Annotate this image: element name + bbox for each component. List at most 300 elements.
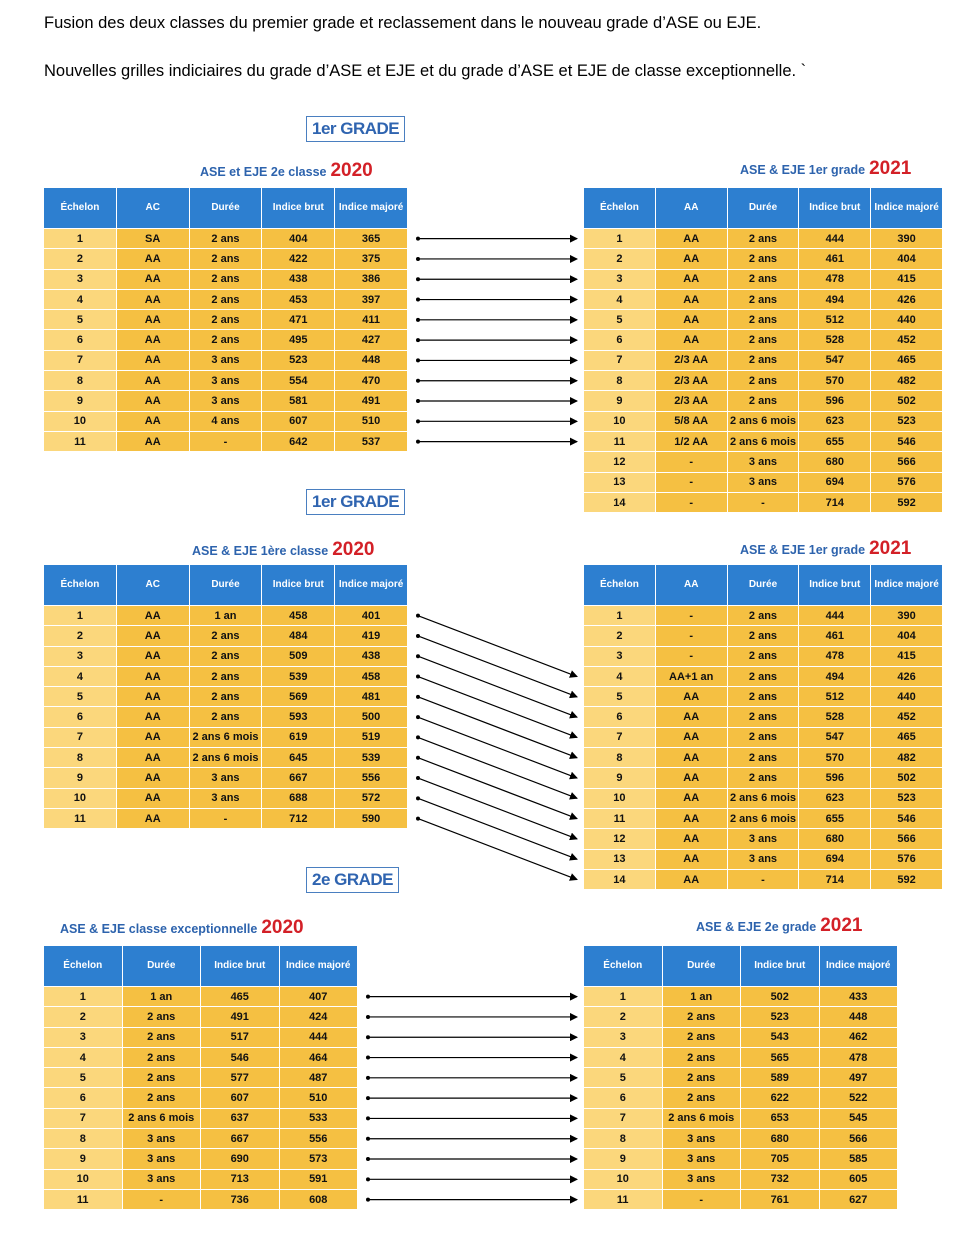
- table-cell: 415: [871, 269, 943, 289]
- table-cell: 570: [799, 748, 871, 768]
- table-cell: 539: [262, 666, 335, 686]
- table-cell: AA: [655, 687, 727, 707]
- column-header: Indice majoré: [279, 946, 358, 987]
- table-cell: -: [655, 492, 727, 512]
- echelon-cell: 8: [44, 748, 117, 768]
- table-cell: 401: [335, 606, 408, 626]
- table-cell: 419: [335, 626, 408, 646]
- table-cell: 2 ans: [122, 1047, 201, 1067]
- arrow-origin-dot: [416, 715, 420, 719]
- table-cell: 2 ans: [122, 1027, 201, 1047]
- table-cell: 3 ans: [662, 1149, 741, 1169]
- echelon-cell: 3: [44, 1027, 123, 1047]
- echelon-cell: 4: [584, 666, 656, 686]
- table-cell: 3 ans: [662, 1169, 741, 1189]
- echelon-cell: 6: [584, 330, 656, 350]
- echelon-cell: 8: [584, 1129, 663, 1149]
- table-cell: 484: [262, 626, 335, 646]
- column-header: Échelon: [44, 188, 117, 229]
- table-cell: 680: [799, 452, 871, 472]
- echelon-cell: 7: [584, 727, 656, 747]
- echelon-cell: 14: [584, 869, 656, 889]
- echelon-cell: 1: [44, 987, 123, 1007]
- table-cell: AA: [655, 829, 727, 849]
- table-cell: 470: [335, 371, 408, 391]
- table-cell: 607: [262, 411, 335, 431]
- table-cell: 510: [335, 411, 408, 431]
- table-cell: AA: [116, 371, 189, 391]
- table-cell: 3 ans: [189, 788, 262, 808]
- echelon-cell: 5: [44, 687, 117, 707]
- table-cell: 546: [871, 431, 943, 451]
- column-header: Échelon: [44, 946, 123, 987]
- table-cell: 523: [871, 411, 943, 431]
- table-cell: 482: [871, 748, 943, 768]
- table-cell: 478: [799, 646, 871, 666]
- table-cell: 2 ans: [727, 371, 799, 391]
- table-cell: 438: [335, 646, 408, 666]
- arrow-origin-dot: [416, 379, 420, 383]
- table-title-2-left: ASE & EJE 1ère classe 2020: [192, 539, 375, 560]
- table-cell: 637: [201, 1108, 280, 1128]
- grade-badge-2: 1er GRADE: [306, 489, 405, 515]
- echelon-cell: 9: [584, 1149, 663, 1169]
- mapping-arrow: [418, 819, 577, 880]
- echelon-cell: 13: [584, 849, 656, 869]
- table-cell: 5/8 AA: [655, 411, 727, 431]
- table-cell: 680: [799, 829, 871, 849]
- table-cell: 2/3 AA: [655, 371, 727, 391]
- echelon-cell: 12: [584, 829, 656, 849]
- table-cell: AA: [116, 310, 189, 330]
- table-cell: AA: [116, 249, 189, 269]
- echelon-cell: 9: [44, 391, 117, 411]
- table-cell: 440: [871, 687, 943, 707]
- table-title-3-left: ASE & EJE classe exceptionnelle 2020: [60, 917, 304, 938]
- echelon-cell: 6: [584, 707, 656, 727]
- table-cell: 452: [871, 330, 943, 350]
- echelon-cell: 5: [44, 1068, 123, 1088]
- table-cell: 653: [741, 1108, 820, 1128]
- table-cell: 2 ans: [727, 606, 799, 626]
- echelon-cell: 6: [44, 330, 117, 350]
- table-cell: 2 ans: [662, 1088, 741, 1108]
- table-cell: 2 ans: [189, 646, 262, 666]
- echelon-cell: 10: [584, 788, 656, 808]
- table-cell: 694: [799, 472, 871, 492]
- table-cell: 761: [741, 1189, 820, 1209]
- table-cell: 461: [799, 626, 871, 646]
- table-cell: 438: [262, 269, 335, 289]
- table-cell: -: [655, 646, 727, 666]
- table-cell: 444: [799, 229, 871, 249]
- table-cell: 2 ans: [727, 269, 799, 289]
- table-cell: 596: [799, 391, 871, 411]
- echelon-cell: 2: [584, 626, 656, 646]
- intro-line-1: Fusion des deux classes du premier grade et reclassement dans le nouveau grade d’ASE ou EJE.: [44, 14, 762, 32]
- table-cell: AA: [116, 768, 189, 788]
- table-cell: 464: [279, 1047, 358, 1067]
- table-cell: 424: [279, 1007, 358, 1027]
- table-cell: AA: [116, 707, 189, 727]
- table-cell: 2 ans: [727, 310, 799, 330]
- arrow-origin-dot: [416, 419, 420, 423]
- table-cell: 523: [871, 788, 943, 808]
- table-cell: 502: [871, 768, 943, 788]
- mapping-arrow: [418, 616, 577, 677]
- table-cell: 573: [279, 1149, 358, 1169]
- arrow-origin-dot: [416, 298, 420, 302]
- echelon-cell: 10: [44, 411, 117, 431]
- table-cell: 452: [871, 707, 943, 727]
- echelon-cell: 14: [584, 492, 656, 512]
- table-cell: AA: [655, 748, 727, 768]
- table-cell: AA: [655, 849, 727, 869]
- table-cell: -: [727, 869, 799, 889]
- echelon-cell: 4: [44, 666, 117, 686]
- arrow-origin-dot: [366, 1076, 370, 1080]
- column-header: AC: [116, 188, 189, 229]
- table-cell: 440: [871, 310, 943, 330]
- table-cell: AA: [116, 687, 189, 707]
- arrow-origin-dot: [416, 756, 420, 760]
- echelon-cell: 5: [584, 687, 656, 707]
- echelon-cell: 8: [44, 371, 117, 391]
- table-cell: 512: [799, 310, 871, 330]
- echelon-cell: 1: [584, 987, 663, 1007]
- table-cell: 3 ans: [122, 1149, 201, 1169]
- table-cell: 712: [262, 808, 335, 828]
- table-cell: 2 ans 6 mois: [727, 808, 799, 828]
- table-cell: 556: [335, 768, 408, 788]
- table-cell: 572: [335, 788, 408, 808]
- column-header: Durée: [662, 946, 741, 987]
- table-cell: 502: [871, 391, 943, 411]
- table-cell: 433: [819, 987, 898, 1007]
- table-cell: 487: [279, 1068, 358, 1088]
- table-cell: 592: [871, 869, 943, 889]
- table-cell: 390: [871, 229, 943, 249]
- echelon-cell: 2: [44, 249, 117, 269]
- echelon-cell: 4: [584, 289, 656, 309]
- table-cell: 3 ans: [727, 472, 799, 492]
- echelon-cell: 10: [44, 788, 117, 808]
- column-header: Indice majoré: [871, 565, 943, 606]
- table-cell: AA: [655, 249, 727, 269]
- table-cell: 495: [262, 330, 335, 350]
- table-cell: AA: [116, 269, 189, 289]
- intro-line-2: Nouvelles grilles indiciaires du grade d’ASE et EJE et du grade d’ASE et EJE de classe exceptionnelle. `: [44, 62, 807, 80]
- echelon-cell: 5: [584, 310, 656, 330]
- arrow-origin-dot: [416, 358, 420, 362]
- echelon-cell: 3: [584, 646, 656, 666]
- table-cell: 478: [799, 269, 871, 289]
- arrow-origin-dot: [366, 1137, 370, 1141]
- echelon-cell: 5: [44, 310, 117, 330]
- table-cell: 570: [799, 371, 871, 391]
- table-cell: AA: [116, 808, 189, 828]
- table-cell: 448: [335, 350, 408, 370]
- table-cell: 2 ans 6 mois: [122, 1108, 201, 1128]
- table-cell: AA: [655, 768, 727, 788]
- column-header: Durée: [727, 565, 799, 606]
- grade-badge-1: 1er GRADE: [306, 116, 405, 142]
- table-cell: 519: [335, 727, 408, 747]
- table-cell: 622: [741, 1088, 820, 1108]
- table-title-2-right: ASE & EJE 1er grade 2021: [740, 538, 912, 559]
- column-header: AA: [655, 565, 727, 606]
- table-cell: 2 ans 6 mois: [727, 431, 799, 451]
- table-cell: AA: [116, 788, 189, 808]
- echelon-cell: 2: [584, 1007, 663, 1027]
- mapping-arrow: [418, 656, 577, 717]
- table-cell: 667: [262, 768, 335, 788]
- arrow-origin-dot: [366, 995, 370, 999]
- table-cell: 713: [201, 1169, 280, 1189]
- table-cell: 547: [799, 350, 871, 370]
- table-cell: 545: [819, 1108, 898, 1128]
- mapping-arrow: [418, 737, 577, 798]
- table-cell: -: [727, 492, 799, 512]
- table-cell: 481: [335, 687, 408, 707]
- echelon-cell: 10: [584, 1169, 663, 1189]
- table-cell: AA: [655, 808, 727, 828]
- table-cell: 2 ans: [662, 1027, 741, 1047]
- table-cell: 2 ans 6 mois: [727, 788, 799, 808]
- table-cell: AA: [116, 431, 189, 451]
- table-cell: AA: [116, 411, 189, 431]
- table-cell: 3 ans: [122, 1129, 201, 1149]
- echelon-cell: 7: [584, 1108, 663, 1128]
- table-cell: 607: [201, 1088, 280, 1108]
- table-cell: 566: [871, 829, 943, 849]
- table-cell: -: [655, 606, 727, 626]
- table-cell: 2 ans: [727, 350, 799, 370]
- table-cell: 554: [262, 371, 335, 391]
- arrow-origin-dot: [416, 675, 420, 679]
- table-cell: 415: [871, 646, 943, 666]
- table-cell: 566: [819, 1129, 898, 1149]
- arrow-origin-dot: [416, 634, 420, 638]
- table-cell: 426: [871, 666, 943, 686]
- table-cell: 444: [279, 1027, 358, 1047]
- table-cell: 512: [799, 687, 871, 707]
- table-cell: 2 ans: [189, 330, 262, 350]
- echelon-cell: 11: [584, 431, 656, 451]
- table-cell: 690: [201, 1149, 280, 1169]
- table-cell: -: [655, 472, 727, 492]
- echelon-cell: 11: [584, 808, 656, 828]
- table-cell: 2 ans: [727, 391, 799, 411]
- table-cell: 4 ans: [189, 411, 262, 431]
- column-header: Durée: [189, 565, 262, 606]
- table-cell: AA: [655, 788, 727, 808]
- table-cell: 2 ans 6 mois: [662, 1108, 741, 1128]
- table-cell: 465: [201, 987, 280, 1007]
- table-cell: 645: [262, 748, 335, 768]
- table-cell: 537: [335, 431, 408, 451]
- table-cell: 680: [741, 1129, 820, 1149]
- table-cell: 2 ans: [189, 289, 262, 309]
- table-cell: AA: [116, 727, 189, 747]
- table-cell: 422: [262, 249, 335, 269]
- mapping-arrow: [418, 677, 577, 738]
- echelon-cell: 1: [44, 606, 117, 626]
- mapping-arrow: [418, 758, 577, 819]
- table-cell: 426: [871, 289, 943, 309]
- mapping-arrow: [418, 717, 577, 778]
- table-cell: 444: [799, 606, 871, 626]
- table-cell: AA: [655, 727, 727, 747]
- table-cell: 448: [819, 1007, 898, 1027]
- table-cell: AA: [116, 391, 189, 411]
- table-cell: AA: [655, 229, 727, 249]
- arrow-origin-dot: [366, 1157, 370, 1161]
- table-cell: 2 ans: [727, 229, 799, 249]
- table-cell: 714: [799, 492, 871, 512]
- table-cell: 471: [262, 310, 335, 330]
- column-header: Indice brut: [201, 946, 280, 987]
- table-cell: 375: [335, 249, 408, 269]
- table-cell: -: [655, 626, 727, 646]
- table-cell: 465: [871, 350, 943, 370]
- mapping-arrow: [418, 798, 577, 859]
- table-cell: 2 ans: [189, 687, 262, 707]
- table-cell: AA: [116, 350, 189, 370]
- table-cell: 2 ans: [727, 249, 799, 269]
- table-cell: 386: [335, 269, 408, 289]
- table-cell: 407: [279, 987, 358, 1007]
- echelon-cell: 6: [44, 1088, 123, 1108]
- table-cell: 497: [819, 1068, 898, 1088]
- column-header: AC: [116, 565, 189, 606]
- arrow-origin-dot: [416, 318, 420, 322]
- table-cell: 2 ans: [727, 666, 799, 686]
- table-cell: 547: [799, 727, 871, 747]
- arrow-origin-dot: [416, 735, 420, 739]
- table-cell: 482: [871, 371, 943, 391]
- table-cell: 523: [741, 1007, 820, 1027]
- arrow-origin-dot: [366, 1015, 370, 1019]
- echelon-cell: 2: [44, 1007, 123, 1027]
- table-cell: 736: [201, 1189, 280, 1209]
- arrow-origin-dot: [416, 796, 420, 800]
- table-cell: 590: [335, 808, 408, 828]
- echelon-cell: 12: [584, 452, 656, 472]
- table-cell: 404: [871, 249, 943, 269]
- table-cell: 593: [262, 707, 335, 727]
- table-cell: 1 an: [122, 987, 201, 1007]
- table-cell: 533: [279, 1108, 358, 1128]
- table-cell: 3 ans: [662, 1129, 741, 1149]
- table-cell: 3 ans: [189, 350, 262, 370]
- table-cell: 3 ans: [727, 849, 799, 869]
- table-cell: 627: [819, 1189, 898, 1209]
- table-cell: 478: [819, 1047, 898, 1067]
- table-cell: 2 ans 6 mois: [727, 411, 799, 431]
- echelon-cell: 3: [584, 1027, 663, 1047]
- arrow-origin-dot: [366, 1116, 370, 1120]
- table-cell: 404: [262, 229, 335, 249]
- table-title-1-left: ASE et EJE 2e classe 2020: [200, 160, 373, 181]
- column-header: Indice majoré: [871, 188, 943, 229]
- echelon-cell: 9: [584, 768, 656, 788]
- grade-badge-3: 2e GRADE: [306, 867, 399, 893]
- table-cell: 390: [871, 606, 943, 626]
- table-cell: 453: [262, 289, 335, 309]
- table-cell: 411: [335, 310, 408, 330]
- table-cell: 2 ans: [189, 269, 262, 289]
- mapping-arrow: [418, 778, 577, 839]
- echelon-cell: 4: [584, 1047, 663, 1067]
- column-header: Indice brut: [262, 188, 335, 229]
- table-cell: AA: [116, 646, 189, 666]
- column-header: Indice majoré: [335, 565, 408, 606]
- table-cell: 619: [262, 727, 335, 747]
- column-header: Indice majoré: [819, 946, 898, 987]
- table-cell: 3 ans: [727, 829, 799, 849]
- table-cell: 2 ans: [662, 1007, 741, 1027]
- table-cell: 2 ans 6 mois: [189, 727, 262, 747]
- table-cell: -: [189, 431, 262, 451]
- table-cell: 528: [799, 330, 871, 350]
- table-cell: 458: [262, 606, 335, 626]
- table-cell: 465: [871, 727, 943, 747]
- table-cell: 2 ans: [122, 1007, 201, 1027]
- table-cell: 2 ans 6 mois: [189, 748, 262, 768]
- echelon-cell: 11: [584, 1189, 663, 1209]
- table-cell: 2 ans: [727, 289, 799, 309]
- arrow-origin-dot: [416, 695, 420, 699]
- table-cell: 517: [201, 1027, 280, 1047]
- table-cell: 694: [799, 849, 871, 869]
- column-header: Indice brut: [799, 188, 871, 229]
- column-header: Échelon: [584, 946, 663, 987]
- table-cell: 3 ans: [189, 768, 262, 788]
- echelon-cell: 4: [44, 289, 117, 309]
- table-cell: 2 ans: [189, 249, 262, 269]
- column-header: Indice majoré: [335, 188, 408, 229]
- table-cell: 404: [871, 626, 943, 646]
- table-title-3-right: ASE & EJE 2e grade 2021: [696, 915, 863, 936]
- arrow-origin-dot: [416, 257, 420, 261]
- table-cell: 714: [799, 869, 871, 889]
- table-title-1-right: ASE & EJE 1er grade 2021: [740, 158, 912, 179]
- table-cell: -: [189, 808, 262, 828]
- table-cell: 509: [262, 646, 335, 666]
- arrow-origin-dot: [416, 237, 420, 241]
- arrow-origin-dot: [416, 654, 420, 658]
- table-cell: 585: [819, 1149, 898, 1169]
- arrow-origin-dot: [366, 1198, 370, 1202]
- table-cell: 543: [741, 1027, 820, 1047]
- echelon-cell: 11: [44, 431, 117, 451]
- arrow-origin-dot: [366, 1096, 370, 1100]
- echelon-cell: 11: [44, 808, 117, 828]
- column-header: Indice brut: [262, 565, 335, 606]
- table-cell: 523: [262, 350, 335, 370]
- arrow-origin-dot: [416, 277, 420, 281]
- table-cell: 522: [819, 1088, 898, 1108]
- table-cell: 605: [819, 1169, 898, 1189]
- table-cell: 2 ans: [662, 1068, 741, 1088]
- table-cell: 365: [335, 229, 408, 249]
- table-cell: 546: [871, 808, 943, 828]
- column-header: Indice brut: [741, 946, 820, 987]
- table-cell: 2 ans: [189, 707, 262, 727]
- echelon-cell: 1: [584, 229, 656, 249]
- echelon-cell: 9: [584, 391, 656, 411]
